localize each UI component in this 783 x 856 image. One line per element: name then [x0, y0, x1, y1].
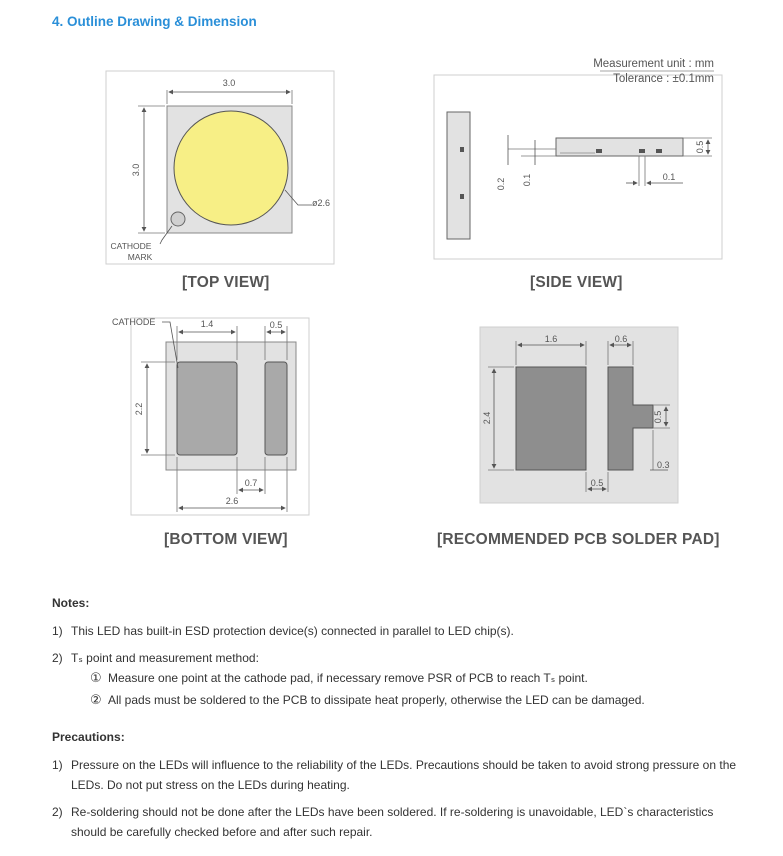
precaution-text: Re-soldering should not be done after the LEDs have been soldered. If re-soldering is unavoidable, LED`s characteristics should be carefully checked before and after such repair. [71, 805, 714, 839]
measurement-unit: Measurement unit : mm [593, 58, 714, 70]
bottom-cathode-label: CATHODE [112, 317, 156, 327]
top-dim-height: 3.0 [131, 163, 141, 177]
notes-title: Notes: [52, 596, 90, 610]
side-dim-01b: 0.1 [662, 172, 676, 182]
side-dim-05: 0.5 [695, 140, 705, 154]
note-subitem [90, 691, 742, 709]
section-heading: 4. Outline Drawing & Dimension [52, 14, 257, 29]
top-view-caption: [TOP VIEW] [182, 274, 270, 291]
circled-number-2: ② [90, 692, 102, 707]
side-dim-02: 0.2 [496, 177, 506, 191]
pcb-dim-05v: 0.5 [653, 410, 663, 424]
precaution-text: Pressure on the LEDs will influence to the reliability of the LEDs. Precautions should be taken to avoid strong pressure on the LEDs. Do not put stress on the LEDs during heating. [71, 758, 737, 792]
precaution-number: 1) [52, 758, 63, 772]
side-dim-01a: 0.1 [522, 173, 532, 187]
bottom-dim-05: 0.5 [269, 320, 283, 330]
bottom-dim-22: 2.2 [134, 402, 144, 416]
note-text: Tₛ point and measurement method: [71, 651, 259, 665]
note-number: 1) [52, 624, 63, 638]
pcb-dim-06: 0.6 [614, 334, 628, 344]
bottom-dim-07: 0.7 [244, 478, 258, 488]
precautions-title: Precautions: [52, 730, 125, 744]
bottom-dim-26: 2.6 [225, 496, 239, 506]
notes-section [52, 596, 742, 849]
pcb-dim-05h: 0.5 [590, 478, 604, 488]
note-item [52, 621, 742, 641]
cathode-mark-label-2: MARK [127, 252, 153, 262]
note-subitem-text: Measure one point at the cathode pad, if necessary remove PSR of PCB to reach Tₛ point. [108, 671, 588, 685]
circled-number-1: ① [90, 670, 102, 685]
bottom-view-drawing [131, 318, 309, 515]
pcb-pad-caption: [RECOMMENDED PCB SOLDER PAD] [437, 531, 720, 548]
precaution-item [52, 802, 742, 842]
precaution-item [52, 755, 742, 795]
precaution-number: 2) [52, 805, 63, 819]
bottom-view-caption: [BOTTOM VIEW] [164, 531, 288, 548]
note-item [52, 648, 742, 668]
pcb-pad-drawing [480, 327, 678, 503]
note-subitem [90, 669, 742, 687]
pcb-dim-24: 2.4 [482, 411, 492, 425]
note-number: 2) [52, 651, 63, 665]
note-subitem-text: All pads must be soldered to the PCB to dissipate heat properly, otherwise the LED can be damaged. [108, 693, 645, 707]
top-dim-width: 3.0 [222, 78, 236, 88]
pcb-dim-03: 0.3 [657, 460, 670, 470]
cathode-mark-label-1: CATHODE [110, 241, 152, 251]
tolerance: Tolerance : ±0.1mm [613, 73, 714, 85]
pcb-dim-16: 1.6 [544, 334, 558, 344]
side-view-caption: [SIDE VIEW] [530, 274, 623, 291]
bottom-dim-14: 1.4 [200, 319, 214, 329]
side-view-drawing [434, 71, 722, 259]
top-dim-diameter: ø2.6 [312, 198, 331, 208]
note-text: This LED has built-in ESD protection device(s) connected in parallel to LED chip(s). [71, 624, 514, 638]
